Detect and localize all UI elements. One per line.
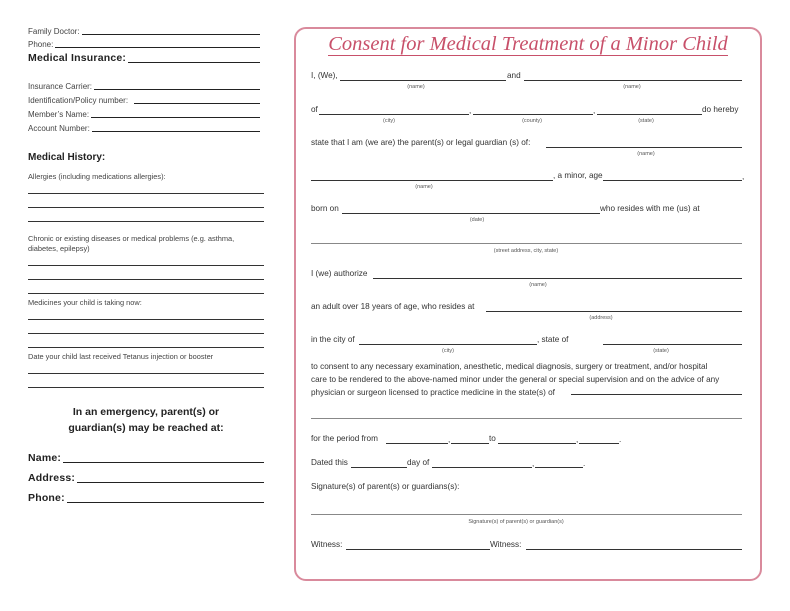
period-to-date-input[interactable] (498, 443, 576, 444)
authorize-label: I (we) authorize (311, 269, 368, 278)
day-of-label: day of (407, 458, 430, 467)
county-input[interactable] (473, 114, 593, 115)
of-label: of (311, 105, 318, 114)
emergency-name-line[interactable] (63, 462, 264, 463)
a-minor-age-label: , a minor, age (553, 171, 603, 180)
caption-adult-state: (state) (653, 348, 669, 354)
consent-form (294, 27, 762, 581)
caption-city: (city) (383, 118, 395, 124)
comma-2: , (593, 106, 596, 115)
child-name-input[interactable] (546, 147, 742, 148)
caption-signature: Signature(s) of parent(s) or guardian(s) (468, 519, 564, 525)
emergency-phone-label: Phone: (28, 492, 65, 504)
adult-address-input[interactable] (486, 311, 742, 312)
witness-1-label: Witness: (311, 540, 343, 549)
account-number-field[interactable] (28, 124, 260, 133)
emergency-address-line[interactable] (77, 482, 264, 483)
member-name-label: Member’s Name: (28, 110, 90, 119)
allergies-line-2[interactable] (28, 207, 264, 208)
medical-insurance-label: Medical Insurance: (28, 52, 127, 64)
caption-date: (date) (469, 217, 485, 223)
comma-1: , (469, 106, 472, 115)
period-from-label: for the period from (311, 434, 378, 443)
birth-date-input[interactable] (342, 213, 600, 214)
account-number-label: Account Number: (28, 124, 90, 133)
phone-line[interactable] (55, 47, 260, 48)
consent-paragraph-line-1: to consent to any necessary examination, anesthetic, medical diagnosis, surgery or treatment, and/or hospital (311, 362, 708, 371)
authorized-adult-name-input[interactable] (373, 278, 742, 279)
dated-this-label: Dated this (311, 458, 348, 467)
comma-3: , (742, 172, 745, 181)
emergency-address-label: Address: (28, 472, 76, 484)
and-label: and (507, 71, 521, 80)
i-we-label: I, (We), (311, 71, 338, 80)
emergency-name-field[interactable] (28, 452, 264, 464)
witness-2-input[interactable] (526, 549, 742, 550)
medical-insurance-line[interactable] (128, 62, 260, 63)
emergency-address-field[interactable] (28, 472, 264, 484)
period-end: . (619, 435, 622, 444)
medical-info-sidebar (0, 0, 290, 611)
emergency-phone-field[interactable] (28, 492, 264, 504)
adult-over-label: an adult over 18 years of age, who resides at (311, 302, 475, 311)
insurance-carrier-field[interactable] (28, 82, 260, 91)
minor-name-input[interactable] (311, 180, 553, 181)
comma-4: , (448, 435, 451, 444)
witness-2-label: Witness: (490, 540, 522, 549)
policy-number-label: Identification/Policy number: (28, 96, 129, 105)
parent-name-1-input[interactable] (340, 80, 506, 81)
state-that-label: state that I am (we are) the parent(s) or legal guardian (s) of: (311, 138, 531, 147)
medicines-label: Medicines your child is taking now: (28, 298, 142, 307)
comma-5: , (576, 435, 579, 444)
insurance-carrier-line[interactable] (94, 89, 260, 90)
period-to-year-input[interactable] (579, 443, 619, 444)
dated-day-input[interactable] (351, 467, 407, 468)
to-label: to (489, 434, 496, 443)
emergency-heading (28, 404, 264, 436)
signature-input[interactable] (311, 514, 742, 515)
tetanus-label: Date your child last received Tetanus injection or booster (28, 352, 214, 361)
minor-age-input[interactable] (603, 180, 742, 181)
account-number-line[interactable] (92, 131, 260, 132)
street-address-input[interactable] (311, 243, 742, 244)
allergies-line-1[interactable] (28, 193, 264, 194)
dated-year-input[interactable] (535, 467, 583, 468)
in-city-of-label: in the city of (311, 335, 355, 344)
state-input[interactable] (597, 114, 702, 115)
emergency-heading-line-1: In an emergency, parent(s) or (72, 406, 220, 418)
family-doctor-field[interactable] (28, 27, 260, 36)
medicines-line-3[interactable] (28, 347, 264, 348)
practice-states-continued-input[interactable] (311, 418, 742, 419)
policy-number-field[interactable] (28, 96, 260, 105)
caption-address: (address) (589, 315, 613, 321)
caption-child-name: (name) (637, 151, 655, 157)
medical-insurance-field[interactable] (28, 52, 260, 64)
parent-name-2-input[interactable] (524, 80, 742, 81)
allergies-line-3[interactable] (28, 221, 264, 222)
family-doctor-line[interactable] (82, 34, 260, 35)
emergency-name-label: Name: (28, 452, 62, 464)
do-hereby-label: do hereby (702, 105, 739, 114)
family-doctor-label: Family Doctor: (28, 27, 80, 36)
born-on-label: born on (311, 204, 339, 213)
chronic-line-3[interactable] (28, 293, 264, 294)
caption-adult-city: (city) (442, 348, 454, 354)
period-from-date-input[interactable] (386, 443, 448, 444)
city-input[interactable] (319, 114, 469, 115)
caption-authorized-name: (name) (529, 282, 547, 288)
consent-paragraph-line-2: care to be rendered to the above-named minor under the general or special supervision and on the advice of any (311, 375, 720, 384)
allergies-label: Allergies (including medications allergies): (28, 172, 166, 181)
caption-name-1: (name) (407, 84, 425, 90)
signature-label: Signature(s) of parent(s) or guardians(s): (311, 482, 460, 491)
caption-name-2: (name) (623, 84, 641, 90)
medicines-line-1[interactable] (28, 319, 264, 320)
medicines-line-2[interactable] (28, 333, 264, 334)
emergency-heading-line-2: guardian(s) may be reached at: (68, 422, 224, 434)
who-resides-label: who resides with me (us) at (600, 204, 700, 213)
consent-paragraph-line-3: physician or surgeon licensed to practice medicine in the state(s) of (311, 388, 555, 397)
phone-label: Phone: (28, 40, 54, 49)
tetanus-line-1[interactable] (28, 373, 264, 374)
chronic-line-2[interactable] (28, 279, 264, 280)
witness-1-input[interactable] (346, 549, 490, 550)
practice-states-input[interactable] (571, 394, 742, 395)
policy-number-line[interactable] (134, 103, 260, 104)
member-name-line[interactable] (91, 117, 260, 118)
caption-county: (county) (522, 118, 542, 124)
state-of-label: , state of (537, 335, 569, 344)
caption-street-address: (street address, city, state) (493, 248, 559, 254)
tetanus-line-2[interactable] (28, 387, 264, 388)
chronic-line-1[interactable] (28, 265, 264, 266)
phone-field[interactable] (28, 40, 260, 49)
dated-month-input[interactable] (432, 467, 532, 468)
emergency-phone-line[interactable] (67, 502, 264, 503)
comma-6: , (532, 459, 535, 468)
caption-minor-name: (name) (415, 184, 433, 190)
caption-state: (state) (638, 118, 654, 124)
adult-state-input[interactable] (603, 344, 742, 345)
form-title: Consent for Medical Treatment of a Minor Child (328, 33, 728, 55)
period-from-year-input[interactable] (451, 443, 489, 444)
chronic-label: Chronic or existing diseases or medical problems (e.g. asthma, diabetes, epilepsy) (28, 234, 235, 253)
medical-history-heading: Medical History: (28, 152, 106, 163)
insurance-carrier-label: Insurance Carrier: (28, 82, 93, 91)
dated-end: . (583, 459, 586, 468)
adult-city-input[interactable] (359, 344, 537, 345)
member-name-field[interactable] (28, 110, 260, 119)
